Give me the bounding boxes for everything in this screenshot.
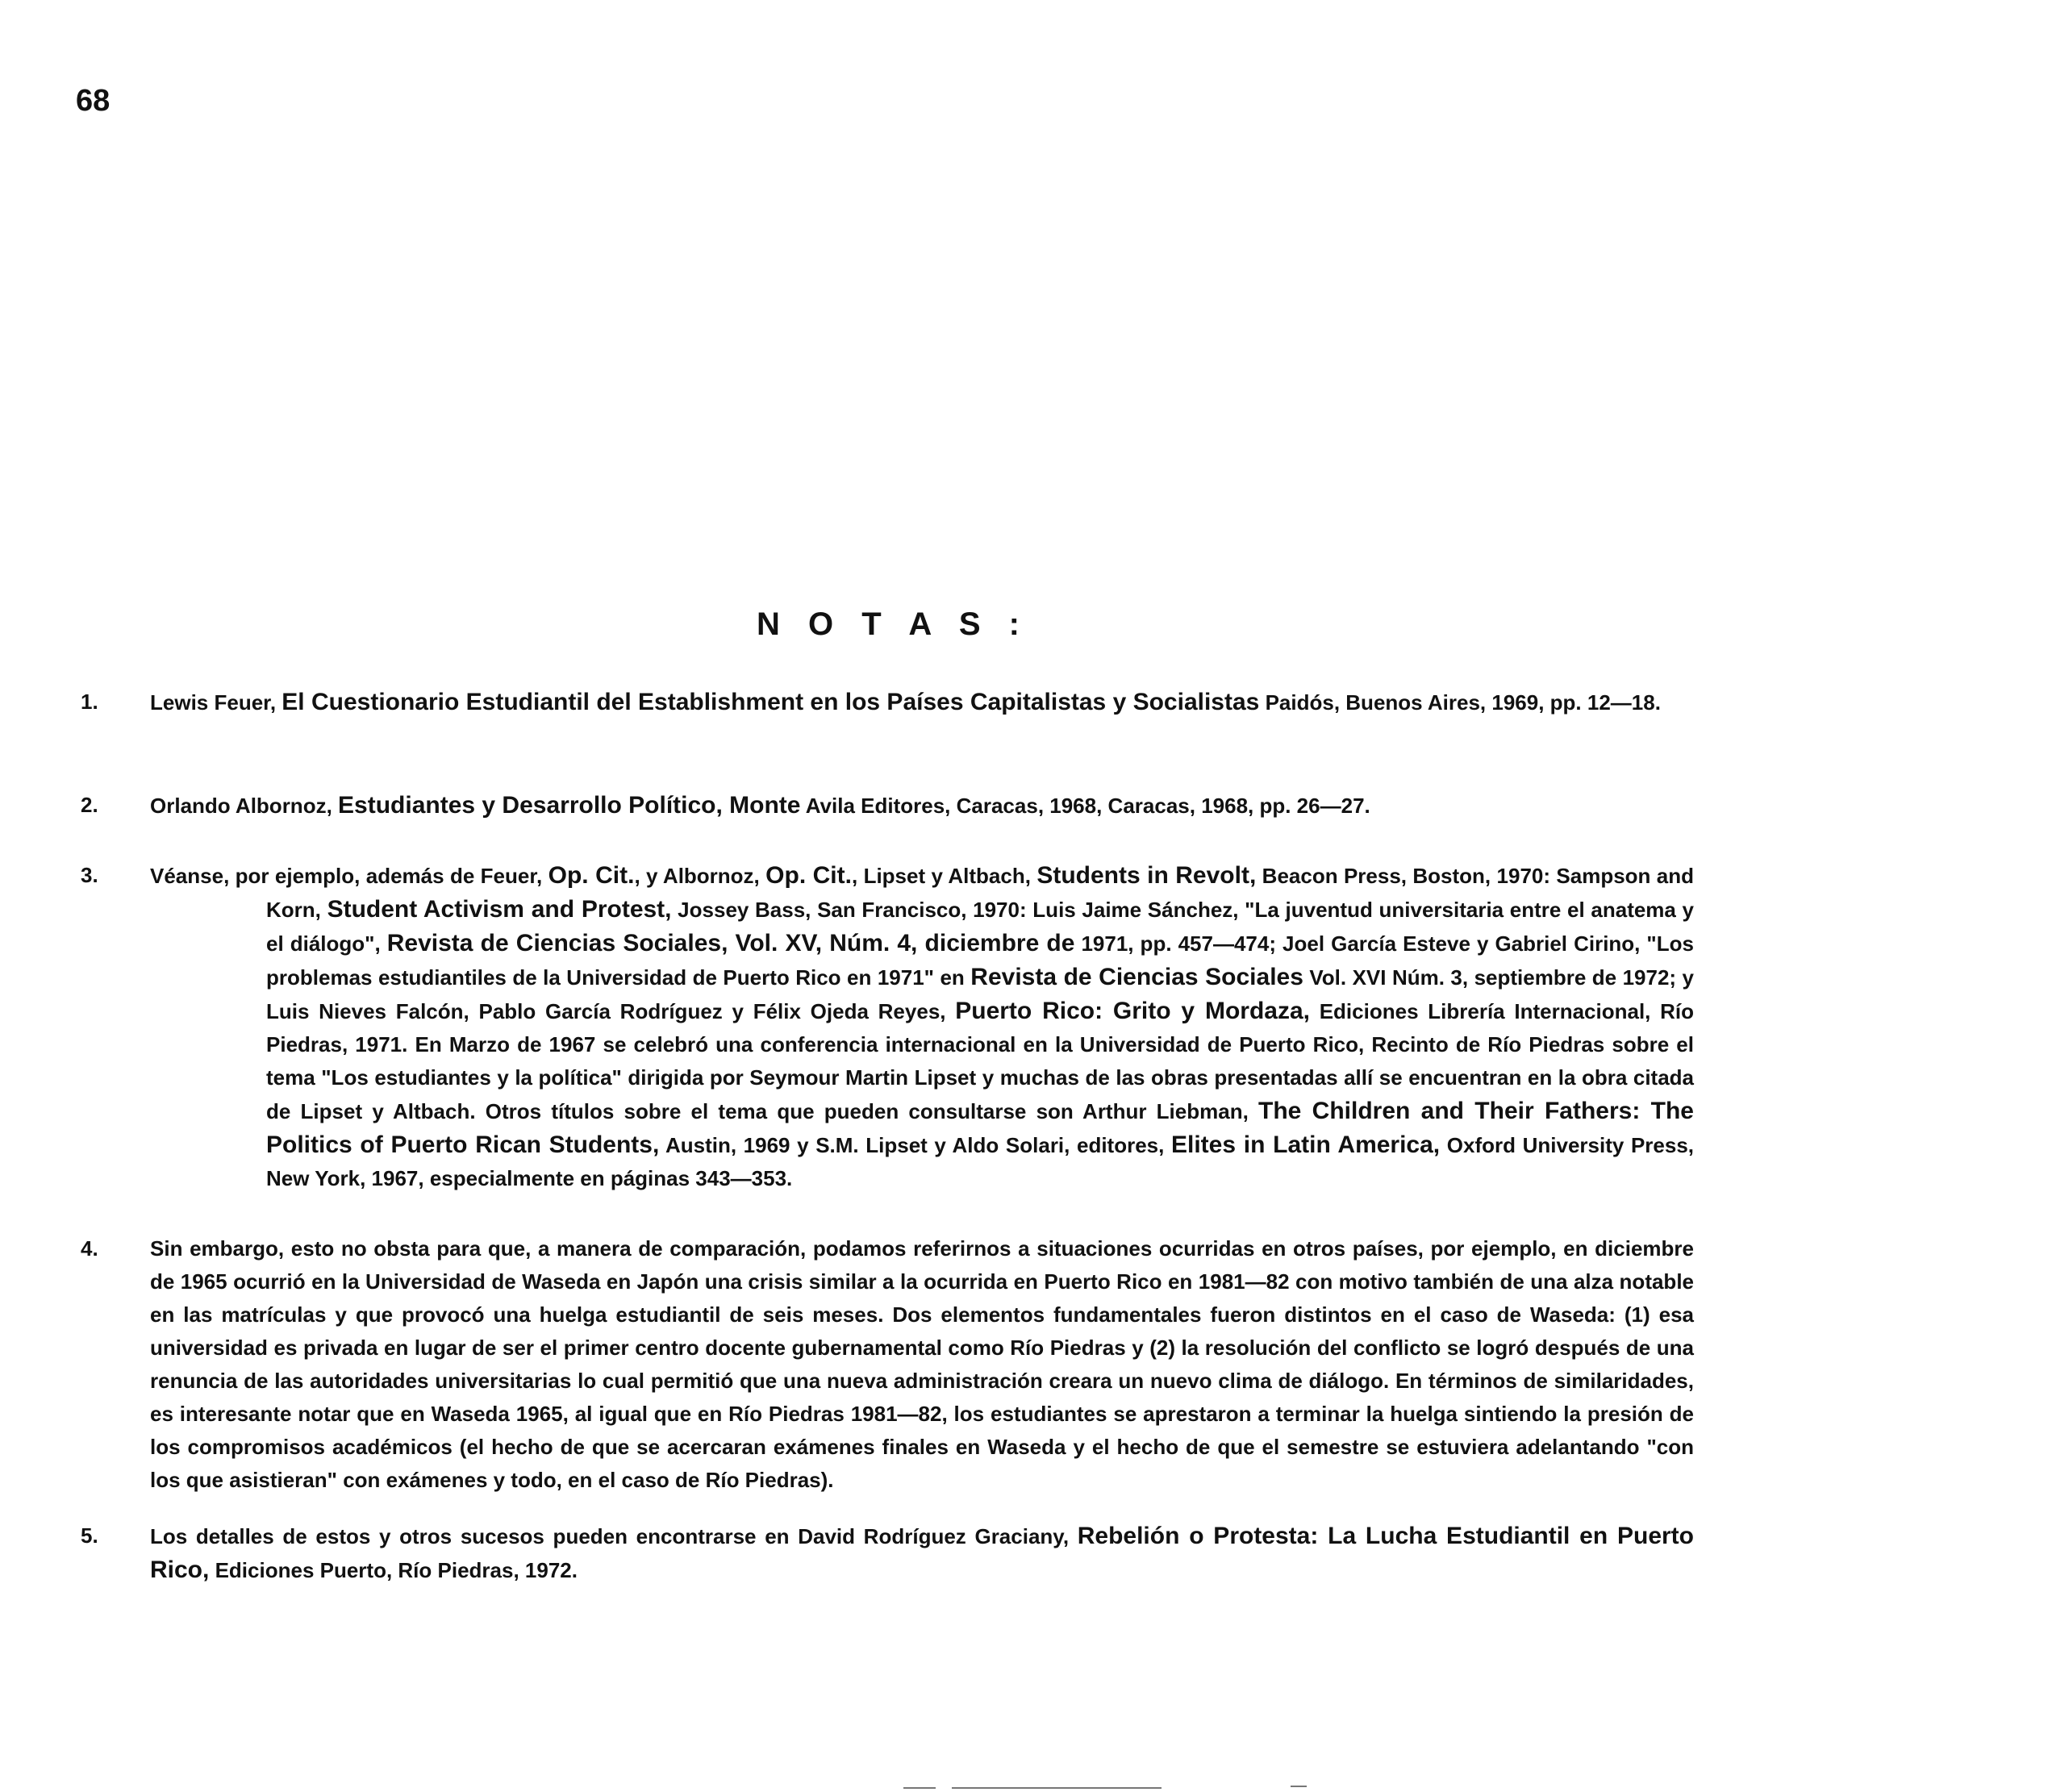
note-publisher: Avila Editores, Caracas, 1968, Caracas, 1968, pp. 26—27. [800, 794, 1370, 818]
note-number: 3. [81, 863, 98, 887]
note-4 [81, 1232, 1694, 1497]
note-publisher: Ediciones Puerto, Río Piedras, 1972. [209, 1558, 578, 1582]
note-work-title: Op. Cit. [548, 862, 635, 889]
note-work-title: Puerto Rico: Grito y Mordaza, [955, 998, 1310, 1024]
scan-artifact-line [903, 1787, 936, 1789]
note-text [81, 1519, 1694, 1587]
note-segment: , Lipset y Altbach, [851, 864, 1037, 888]
note-number: 5. [81, 1523, 98, 1548]
note-segment: Vol. XVI Núm. 3, septiembre de 1972; y Luis Nieves Falcón, Pablo García Rodríguez y Félix Ojeda Reyes, [266, 965, 1694, 1023]
note-text [81, 686, 1694, 719]
note-2 [81, 789, 1694, 822]
note-author: Lewis Feuer, [150, 690, 282, 715]
note-work-title: Revista de Ciencias Sociales [970, 964, 1303, 990]
note-number: 1. [81, 690, 98, 714]
note-work-title: Students in Revolt, [1036, 862, 1257, 889]
scan-artifact-line [1291, 1786, 1307, 1787]
note-work-title: Estudiantes y Desarrollo Político, Monte [338, 792, 801, 819]
notes-list [81, 686, 1694, 1587]
note-segment: Austin, 1969 y S.M. Lipset y Aldo Solari, editores, [659, 1133, 1171, 1157]
note-segment: Véanse, por ejemplo, además de Feuer, [150, 864, 548, 888]
note-work-title: El Cuestionario Estudiantil del Establishment en los Países Capitalistas y Socialistas [282, 689, 1260, 715]
note-publisher: Paidós, Buenos Aires, 1969, pp. 12—18. [1259, 690, 1661, 715]
scan-artifact-line [952, 1787, 1162, 1789]
note-work-title: Rebelión o Protesta: La Lucha Estudiantil en Puerto Rico, [150, 1523, 1694, 1583]
note-text [81, 789, 1694, 823]
note-3 [81, 859, 1694, 1195]
note-segment: 1971, pp. 457—474; Joel García Esteve y Gabriel Cirino, "Los problemas estudiantiles de la Universidad de Puerto Rico en 1971" en [266, 931, 1694, 990]
note-work-title: Revista de Ciencias Sociales, Vol. XV, Núm. 4, diciembre de [386, 930, 1075, 956]
note-work-title: Student Activism and Protest, [327, 896, 672, 923]
note-segment: Oxford University Press, New York, 1967, especialmente en páginas 343—353. [266, 1133, 1695, 1190]
note-segment: , y Albornoz, [634, 864, 766, 888]
note-segment: Ediciones Librería Internacional, Río Piedras, 1971. En Marzo de 1967 se celebró una conferencia internacional en la Universidad de Puerto Rico, Recinto de Río Piedras sobre el tema "Los estudiantes y la política" dirigida por Seymour Martin Lipset y muchas de las obras presentadas allí se encuentran en la obra citada de Lipset y Altbach. Otros títulos sobre el tema que pueden consultarse son Arthur Liebman, [266, 999, 1695, 1123]
note-text [81, 859, 1694, 1195]
notes-heading: N O T A S : [757, 606, 1029, 642]
note-segment: Beacon Press, Boston, 1970: Sampson and Korn, [266, 864, 1695, 922]
note-number: 4. [81, 1236, 98, 1261]
note-work-title: Elites in Latin America, [1170, 1131, 1441, 1158]
page-number: 68 [76, 84, 111, 118]
note-author: Orlando Albornoz, [150, 794, 339, 818]
note-number: 2. [81, 793, 98, 817]
note-author: Los detalles de estos y otros sucesos pueden encontrarse en David Rodríguez Graciany, [150, 1524, 1078, 1548]
note-5 [81, 1519, 1694, 1587]
note-text: Sin embargo, esto no obsta para que, a manera de comparación, podamos referirnos a situaciones ocurridas en otros países, por ejemplo, en diciembre de 1965 ocurrió en la Universidad de Waseda en Japón una crisis similar a la ocurrida en Puerto Rico en 1981—82 con motivo también de una alza notable en las matrículas y que provocó una huelga estudiantil de seis meses. Dos elementos fundamentales fueron distintos en el caso de Waseda: (1) esa universidad es privada en lugar de ser el primer centro docente gubernamental como Río Piedras y (2) la resolución del conflicto se logró después de una renuncia de las autoridades universitarias lo cual permitió que una nueva administración creara un nuevo clima de diálogo. En términos de similaridades, es interesante notar que en Waseda 1965, al igual que en Río Piedras 1981—82, los estudiantes se aprestaron a terminar la huelga sintiendo la presión de los compromisos académicos (el hecho de que se acercaran exámenes finales en Waseda y el hecho de que el semestre se estuviera adelantando "con los que asistieran" con exámenes y todo, en el caso de Río Piedras). [150, 1236, 1694, 1492]
note-segment: Jossey Bass, San Francisco, 1970: Luis Jaime Sánchez, "La juventud universitaria entre el anatema y el diálogo", [266, 898, 1695, 956]
note-work-title: The Children and Their Fathers: The Politics of Puerto Rican Students, [266, 1098, 1694, 1158]
note-1 [81, 686, 1694, 752]
note-work-title: Op. Cit. [765, 862, 852, 889]
